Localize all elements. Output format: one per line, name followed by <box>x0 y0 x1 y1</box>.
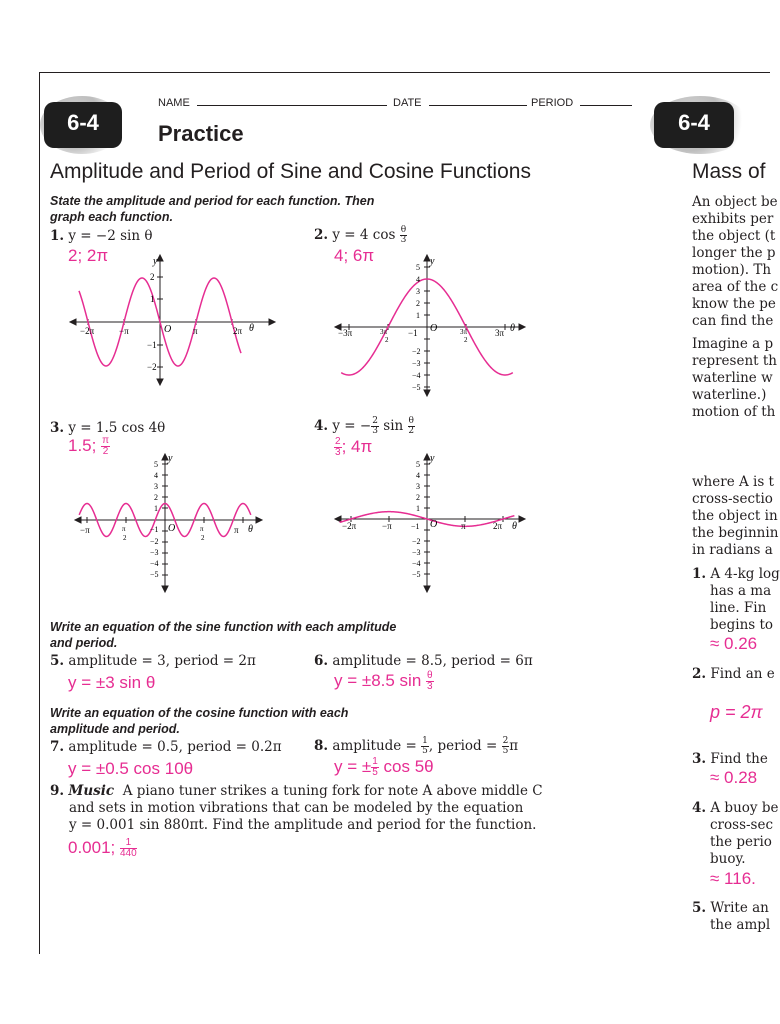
lesson-title: Amplitude and Period of Sine and Cosine Functions <box>50 160 531 183</box>
section3-instruction-line1: Write an equation of the cosine function with each <box>50 706 349 720</box>
graph-3-theta: θ <box>248 524 253 535</box>
problem-8-text-pre: amplitude = <box>332 738 417 754</box>
graph-3-tick-x-frac-pos-num: π <box>200 525 204 533</box>
right-q5-number: 5. <box>692 900 707 916</box>
right-q4-answer: ≈ 116. <box>710 869 756 888</box>
problem-3-number: 3. <box>50 420 65 436</box>
graph-1-tick-y-0: 2 <box>150 272 155 282</box>
graph-3-y-label: y <box>168 453 173 464</box>
graph-3-tick-y-5: −2 <box>150 537 159 546</box>
graph-3-tick-y-2: 3 <box>154 482 158 491</box>
problem-6-answer <box>334 671 434 692</box>
problem-4-eq-den: 3 <box>372 426 378 436</box>
graph-2-tick-x-frac-neg-den: 2 <box>385 336 389 344</box>
problem-8-per-num: 2 <box>502 736 509 746</box>
problem-5-text: amplitude = 3, period = 2π <box>68 653 256 669</box>
graph-3-tick-x-frac-pos-den: 2 <box>201 534 205 542</box>
right-question-4 <box>692 800 778 868</box>
graph-2-tick-y-2: 3 <box>416 287 420 296</box>
graph-4-tick-y-6: −3 <box>412 548 421 557</box>
graph-2-tick-x-frac-neg-num: 3π <box>380 328 388 336</box>
right-q3-number: 3. <box>692 751 707 767</box>
graph-1-tick-x-1: −π <box>119 326 129 336</box>
problem-3-answer-num: π <box>102 435 109 447</box>
graph-1-tick-y-2: −1 <box>147 340 157 350</box>
graph-2-tick-y-6: −2 <box>412 347 421 356</box>
problem-1-equation: y = −2 sin θ <box>68 228 153 244</box>
name-field <box>158 97 387 109</box>
right-question-3 <box>692 751 768 768</box>
graph-4-tick-y-4: 1 <box>416 504 420 513</box>
graph-4-tick-y-8: −5 <box>412 570 421 579</box>
graph-3-tick-y-7: −4 <box>150 559 159 568</box>
graph-4 <box>330 447 530 600</box>
graph-2-tick-y-4: 1 <box>416 311 420 320</box>
right-q1-answer: ≈ 0.26 <box>710 634 758 653</box>
right-para-1-line: longer the p <box>692 245 776 261</box>
problem-8-answer-pre: y = ± <box>334 757 372 776</box>
problem-9-number: 9. <box>50 783 65 799</box>
problem-9-answer-num: 1 <box>120 838 137 849</box>
section2-instruction <box>50 619 396 651</box>
problem-8-answer-den: 5 <box>372 767 378 779</box>
lesson-tab-label: 6-4 <box>67 110 99 135</box>
right-para-2-line: waterline.) <box>692 387 767 403</box>
right-q1-line: begins to <box>710 617 774 633</box>
problem-9-label: Music <box>68 783 115 799</box>
right-q1-number: 1. <box>692 566 707 582</box>
problem-2-frac-den: 3 <box>400 235 407 245</box>
problem-4-answer-text: ; 4π <box>341 437 373 456</box>
right-para-1-line: An object be <box>692 194 778 210</box>
problem-8-answer-post: cos 5θ <box>383 757 434 776</box>
graph-4-y-label: y <box>430 453 435 464</box>
problem-8-text-post: π <box>509 738 519 754</box>
problem-4-answer-num: 2 <box>335 436 341 448</box>
right-para-1-line: know the pe <box>692 296 776 312</box>
right-para-1-line: exhibits per <box>692 211 774 227</box>
right-para-1 <box>692 194 778 330</box>
graph-4-tick-y-1: 4 <box>416 471 420 480</box>
graph-2-theta: θ <box>510 323 515 334</box>
graph-3-tick-x-1: −1 <box>150 525 159 534</box>
problem-9-answer <box>68 838 137 859</box>
section1-instruction-line2: graph each function. <box>50 210 173 224</box>
section1-instruction-line1: State the amplitude and period for each function. Then <box>50 194 375 208</box>
problem-7-text: amplitude = 0.5, period = 0.2π <box>68 739 282 755</box>
right-para-2-line: waterline w <box>692 370 773 386</box>
graph-2-tick-y-3: 2 <box>416 299 420 308</box>
graph-2-origin: O <box>430 323 438 334</box>
graph-4-tick-x-2: −1 <box>411 522 420 531</box>
graph-2-tick-y-1: 4 <box>416 275 420 284</box>
graph-4-tick-y-3: 2 <box>416 493 420 502</box>
right-q4-number: 4. <box>692 800 707 816</box>
problem-9-line1: A piano tuner strikes a tuning fork for note A above middle C <box>122 783 543 799</box>
right-para-1-line: motion). Th <box>692 262 772 278</box>
section2-instruction-line1: Write an equation of the sine function with each amplitude <box>50 620 397 634</box>
right-para-3-line: cross-sectio <box>692 491 773 507</box>
name-label: NAME <box>158 97 190 109</box>
problem-8-text-mid: , period = <box>428 738 498 754</box>
right-para-3 <box>692 474 778 559</box>
graph-2 <box>330 250 530 400</box>
graph-2-y-label: y <box>430 256 435 267</box>
right-q2-number: 2. <box>692 666 707 682</box>
right-q5-line: the ampl <box>710 917 771 933</box>
practice-title: Practice <box>158 121 244 146</box>
graph-1-theta: θ <box>249 323 254 334</box>
right-q4-line: A buoy be <box>710 800 779 816</box>
problem-5-answer: y = ±3 sin θ <box>68 673 156 692</box>
problem-8 <box>314 737 518 756</box>
graph-3-tick-y-4: 1 <box>154 504 158 513</box>
graph-2-tick-y-8: −4 <box>412 371 421 380</box>
problem-8-number: 8. <box>314 738 329 754</box>
graph-3 <box>70 450 270 600</box>
problem-4-number: 4. <box>314 418 329 434</box>
right-para-3-line: the beginnin <box>692 525 779 541</box>
right-q5-line: Write an <box>710 900 769 916</box>
right-question-1 <box>692 566 780 634</box>
graph-4-tick-y-0: 5 <box>416 460 420 469</box>
right-para-1-line: can find the <box>692 313 774 329</box>
problem-3-answer-den: 2 <box>102 446 109 458</box>
graph-3-tick-y-1: 4 <box>154 471 158 480</box>
right-question-2 <box>692 666 775 683</box>
right-q2-answer: p = 2π <box>710 702 763 722</box>
right-para-3-line: the object in <box>692 508 778 524</box>
problem-6-answer-text: y = ±8.5 sin <box>334 671 422 690</box>
right-question-5 <box>692 900 770 934</box>
section2-instruction-line2: and period. <box>50 636 118 650</box>
problem-6-answer-num: θ <box>427 670 433 682</box>
graph-1-origin: O <box>164 324 172 335</box>
graph-1 <box>60 250 280 390</box>
graph-2-tick-x-frac-pos-num: 3π <box>460 328 468 336</box>
problem-7-answer: y = ±0.5 cos 10θ <box>68 759 194 778</box>
right-para-1-line: area of the c <box>692 279 779 295</box>
right-q4-line: the perio <box>710 834 772 850</box>
problem-9 <box>50 783 543 834</box>
problem-9-answer-den: 440 <box>120 848 137 860</box>
right-q1-line: has a ma <box>710 583 772 599</box>
problem-9-answer-text: 0.001; <box>68 838 116 857</box>
problem-6-number: 6. <box>314 653 329 669</box>
date-label: DATE <box>393 97 422 109</box>
right-q3-line: Find the <box>710 751 768 767</box>
problem-5 <box>50 653 256 669</box>
right-para-2-line: represent th <box>692 353 777 369</box>
problem-4 <box>314 417 415 436</box>
graph-3-tick-x-2: π <box>234 525 239 535</box>
graph-2-tick-y-7: −3 <box>412 359 421 368</box>
problem-3-answer-text: 1.5; <box>68 436 97 455</box>
graph-4-theta: θ <box>512 521 517 532</box>
graph-1-tick-x-3: 2π <box>233 326 243 336</box>
right-para-3-line: in radians a <box>692 542 773 558</box>
right-q4-line: buoy. <box>710 851 746 867</box>
graph-3-tick-y-3: 2 <box>154 493 158 502</box>
problem-8-per-den: 5 <box>502 746 509 756</box>
period-blank <box>580 105 632 106</box>
problem-9-line3: y = 0.001 sin 880πt. Find the amplitude and period for the function. <box>69 817 537 833</box>
problem-8-amp-den: 5 <box>422 746 428 756</box>
problem-6-text: amplitude = 8.5, period = 6π <box>332 653 533 669</box>
problem-3 <box>50 420 165 436</box>
right-tab-label: 6-4 <box>678 110 710 135</box>
graph-2-tick-x-0: −3π <box>338 328 353 338</box>
graph-3-tick-y-8: −5 <box>150 570 159 579</box>
graph-4-tick-x-3: π <box>461 521 466 531</box>
problem-8-answer-num: 1 <box>372 756 378 768</box>
problem-4-eq-den2: 2 <box>408 426 415 436</box>
period-field <box>531 97 632 109</box>
problem-6 <box>314 653 533 669</box>
graph-4-tick-x-0: −2π <box>342 521 357 531</box>
right-para-2-line: motion of th <box>692 404 776 420</box>
problem-2-equation: y = 4 cos <box>332 227 396 243</box>
section3-instruction-line2: amplitude and period. <box>50 722 180 736</box>
graph-3-origin: O <box>168 523 176 534</box>
right-tab-badge <box>654 96 770 156</box>
graph-4-tick-x-4: 2π <box>493 521 503 531</box>
graph-2-tick-y-0: 5 <box>416 263 420 272</box>
right-para-2-line: Imagine a p <box>692 336 774 352</box>
problem-1 <box>50 228 152 244</box>
right-q1-line: line. Fin <box>710 600 767 616</box>
problem-5-number: 5. <box>50 653 65 669</box>
graph-2-tick-x-2: 3π <box>495 328 505 338</box>
right-para-1-line: the object (t <box>692 228 776 244</box>
graph-2-tick-x-frac-pos-den: 2 <box>464 336 468 344</box>
graph-3-tick-x-0: −π <box>80 525 90 535</box>
graph-3-tick-x-frac-neg-den: 2 <box>123 534 127 542</box>
date-field <box>393 97 527 109</box>
graph-1-tick-x-0: −2π <box>80 326 95 336</box>
problem-9-line2: and sets in motion vibrations that can be modeled by the equation <box>69 800 524 816</box>
problem-4-eq-pre: y = − <box>332 418 372 434</box>
problem-4-eq-num: 2 <box>372 416 378 426</box>
graph-1-tick-x-2: π <box>193 326 198 336</box>
header-rule-left <box>130 72 640 73</box>
graph-4-tick-y-7: −4 <box>412 559 421 568</box>
right-q4-line: cross-sec <box>710 817 774 833</box>
date-blank <box>429 105 527 106</box>
section3-instruction <box>50 705 348 737</box>
problem-7-number: 7. <box>50 739 65 755</box>
problem-4-answer-den: 3 <box>335 447 341 459</box>
problem-2-number: 2. <box>314 227 329 243</box>
problem-4-eq-num2: θ <box>408 416 414 426</box>
graph-4-tick-y-5: −2 <box>412 537 421 546</box>
graph-2-tick-y-9: −5 <box>412 383 421 392</box>
graph-3-tick-x-frac-neg-num: π <box>122 525 126 533</box>
graph-1-tick-y-1: 1 <box>150 294 155 304</box>
graph-4-origin: O <box>430 519 438 530</box>
problem-3-equation: y = 1.5 cos 4θ <box>68 420 166 436</box>
right-title: Mass of <box>692 160 766 183</box>
period-label: PERIOD <box>531 97 574 109</box>
right-q2-line: Find an e <box>710 666 775 682</box>
graph-4-tick-x-1: −π <box>382 521 392 531</box>
right-q1-line: A 4-kg log <box>710 566 780 582</box>
problem-4-eq-mid: sin <box>383 418 404 434</box>
problem-7 <box>50 739 282 755</box>
graph-1-tick-y-3: −2 <box>147 362 157 372</box>
problem-8-answer <box>334 757 434 778</box>
problem-2-answer: 4; 6π <box>334 246 375 265</box>
problem-2 <box>314 226 407 245</box>
right-para-3-line: where A is t <box>692 474 774 490</box>
graph-3-tick-y-0: 5 <box>154 460 158 469</box>
problem-1-answer: 2; 2π <box>68 246 109 265</box>
problem-1-number: 1. <box>50 228 65 244</box>
name-blank <box>197 105 387 106</box>
lesson-tab-badge <box>34 96 126 156</box>
graph-1-y-label: y <box>153 256 158 267</box>
graph-3-tick-y-6: −3 <box>150 548 159 557</box>
right-para-2 <box>692 336 777 421</box>
right-q3-answer: ≈ 0.28 <box>710 768 758 787</box>
problem-2-frac-num: θ <box>400 225 407 235</box>
graph-4-tick-y-2: 3 <box>416 482 420 491</box>
problem-8-amp-num: 1 <box>422 736 428 746</box>
graph-2-tick-x-1: −1 <box>408 328 418 338</box>
section1-instruction <box>50 193 374 225</box>
problem-6-answer-den: 3 <box>427 681 433 693</box>
